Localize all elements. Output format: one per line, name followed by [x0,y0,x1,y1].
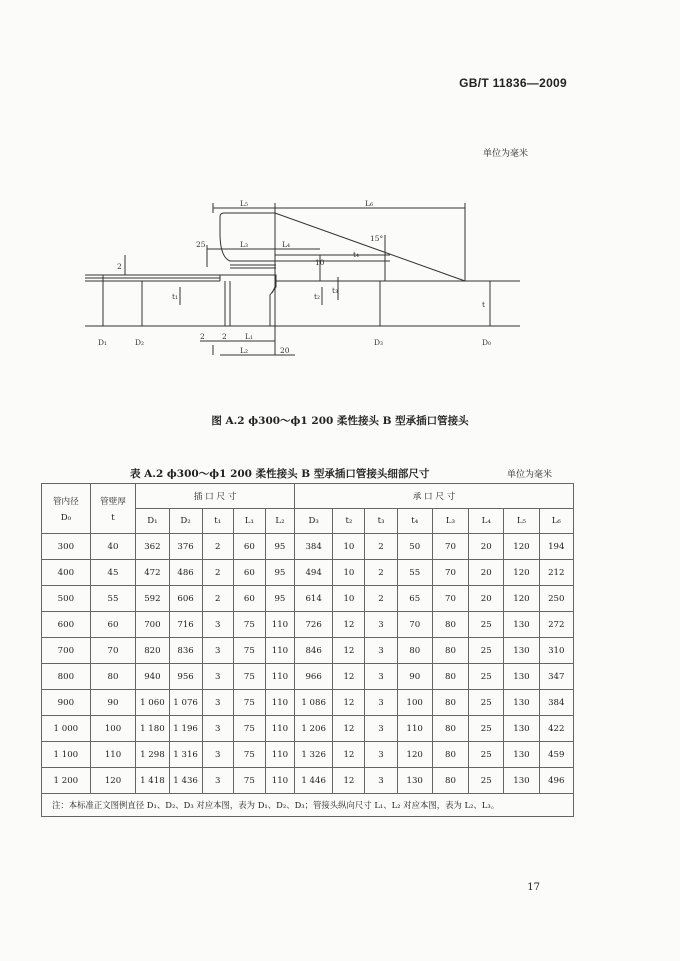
table-cell: 110 [265,716,294,742]
table-cell: 700 [42,638,91,664]
dim-L2: L₂ [240,346,248,355]
table-cell: 716 [169,612,202,638]
table-cell: 80 [432,716,468,742]
table-cell: 110 [265,768,294,794]
table-cell: 100 [90,716,136,742]
table-cell: 2 [365,560,397,586]
table-cell: 3 [202,612,233,638]
table-cell: 1 446 [294,768,332,794]
table-cell: 1 418 [136,768,169,794]
table-note: 注：本标准正文图例直径 D₁、D₂、D₃ 对应本图，表为 D₁、D₂、D₃；管接头纵向尺寸 L₁、L₂ 对应本图，表为 L₂、L₃。 [42,794,574,817]
table-cell: 55 [90,586,136,612]
table-cell: 272 [539,612,573,638]
table-cell: 12 [333,638,365,664]
table-cell: 3 [202,716,233,742]
table-cell: 25 [469,742,504,768]
table-cell: 100 [397,690,432,716]
table-cell: 60 [233,534,265,560]
table-cell: 130 [504,742,539,768]
table-cell: 384 [539,690,573,716]
joint-drawing [80,195,540,365]
table-cell: 75 [233,638,265,664]
table-cell: 12 [333,742,365,768]
table-cell: 80 [432,664,468,690]
dim-D1: D₁ [98,338,108,347]
table-cell: 130 [504,664,539,690]
table-cell: 75 [233,742,265,768]
table-cell: 900 [42,690,91,716]
table-cell: 2 [365,534,397,560]
dim-L5: L₅ [240,199,248,208]
table-cell: 1 316 [169,742,202,768]
column-header: L₁ [233,509,265,534]
table-cell: 120 [504,586,539,612]
column-header: L₅ [504,509,539,534]
table-cell: 966 [294,664,332,690]
table-cell: 422 [539,716,573,742]
table-cell: 120 [397,742,432,768]
table-cell: 20 [469,560,504,586]
table-cell: 592 [136,586,169,612]
figure-caption: 图 A.2 ϕ300～ϕ1 200 柔性接头 B 型承插口管接头 [211,415,469,427]
dim-D0: D₀ [482,338,492,347]
dim-2-left: 2 [117,262,122,271]
table-cell: 300 [42,534,91,560]
table-cell: 120 [504,560,539,586]
table-cell: 2 [202,586,233,612]
table-cell: 80 [432,768,468,794]
table-cell: 726 [294,612,332,638]
table-cell: 110 [397,716,432,742]
table-cell: 25 [469,690,504,716]
table-cell: 130 [504,768,539,794]
table-cell: 130 [504,690,539,716]
table-cell: 3 [202,742,233,768]
standard-number: GB/T 11836—2009 [459,76,567,90]
table-cell: 376 [169,534,202,560]
table-cell: 1 298 [136,742,169,768]
table-cell: 1 086 [294,690,332,716]
table-cell: 25 [469,664,504,690]
page-number: 17 [527,882,540,893]
table-cell: 1 060 [136,690,169,716]
table-cell: 956 [169,664,202,690]
table-cell: 45 [90,560,136,586]
table-cell: 75 [233,716,265,742]
dim-2b: 2 [222,332,227,341]
table-cell: 65 [397,586,432,612]
table-cell: 120 [504,534,539,560]
table-cell: 194 [539,534,573,560]
table-cell: 600 [42,612,91,638]
table-cell: 20 [469,534,504,560]
table-cell: 1 180 [136,716,169,742]
table-cell: 494 [294,560,332,586]
table-cell: 362 [136,534,169,560]
table-cell: 75 [233,768,265,794]
table-cell: 400 [42,560,91,586]
table-cell: 614 [294,586,332,612]
column-header: t₃ [365,509,397,534]
table-cell: 80 [90,664,136,690]
table-cell: 1 206 [294,716,332,742]
table-cell: 75 [233,612,265,638]
dimension-table [41,483,574,817]
table-cell: 2 [202,560,233,586]
table-cell: 130 [397,768,432,794]
table-cell: 3 [202,638,233,664]
table-cell: 70 [397,612,432,638]
table-cell: 60 [233,586,265,612]
table-cell: 130 [504,612,539,638]
dim-10: 10 [315,258,325,267]
table-cell: 10 [333,534,365,560]
dim-t2: t₂ [314,292,321,301]
table-cell: 1 076 [169,690,202,716]
dim-25: 25 [196,240,206,249]
table-cell: 95 [265,560,294,586]
dim-2a: 2 [200,332,205,341]
table-cell: 60 [233,560,265,586]
table-cell: 1 196 [169,716,202,742]
table-cell: 1 200 [42,768,91,794]
table-row [42,690,574,716]
column-header: L₃ [432,509,468,534]
header-socket: 承 口 尺 寸 [294,484,573,509]
table-cell: 25 [469,716,504,742]
table-cell: 80 [432,638,468,664]
dim-L4: L₄ [282,240,290,249]
table-cell: 12 [333,716,365,742]
table-cell: 55 [397,560,432,586]
table-cell: 12 [333,664,365,690]
table-cell: 80 [432,690,468,716]
dim-t3: t₃ [332,286,339,295]
table-cell: 12 [333,612,365,638]
table-cell: 384 [294,534,332,560]
table-cell: 130 [504,638,539,664]
table-cell: 40 [90,534,136,560]
table-caption: 表 A.2 ϕ300～ϕ1 200 柔性接头 B 型承插口管接头细部尺寸 [130,468,430,480]
table-row [42,560,574,586]
table-cell: 70 [432,534,468,560]
table-cell: 800 [42,664,91,690]
table-cell: 3 [202,690,233,716]
table-cell: 25 [469,612,504,638]
table-cell: 3 [365,742,397,768]
table-cell: 90 [90,690,136,716]
table-cell: 90 [397,664,432,690]
table-cell: 12 [333,768,365,794]
table-cell: 3 [365,612,397,638]
table-cell: 2 [365,586,397,612]
table-cell: 70 [90,638,136,664]
table-cell: 700 [136,612,169,638]
dim-L6: L₆ [365,199,373,208]
table-cell: 3 [202,664,233,690]
table-cell: 110 [265,664,294,690]
table-cell: 472 [136,560,169,586]
table-cell: 10 [333,586,365,612]
table-row [42,664,574,690]
table-cell: 3 [202,768,233,794]
table-cell: 25 [469,638,504,664]
table-note-row [42,794,574,817]
table-cell: 110 [90,742,136,768]
table-header-row-1 [42,484,574,509]
table-cell: 3 [365,716,397,742]
dim-D2: D₂ [135,338,145,347]
table-cell: 25 [469,768,504,794]
column-header: t₁ [202,509,233,534]
table-cell: 60 [90,612,136,638]
column-header: t₂ [333,509,365,534]
table-cell: 110 [265,612,294,638]
column-header: D₁ [136,509,169,534]
dim-t: t [482,300,486,309]
column-header: t₄ [397,509,432,534]
dim-L1: L₁ [245,332,253,341]
column-header: D₃ [294,509,332,534]
header-symbol: D₀ [60,512,72,523]
column-header: L₂ [265,509,294,534]
table-cell: 459 [539,742,573,768]
table-cell: 3 [365,690,397,716]
table-cell: 110 [265,742,294,768]
dim-D3: D₃ [374,338,384,347]
table-cell: 3 [365,768,397,794]
table-cell: 130 [504,716,539,742]
table-cell: 80 [397,638,432,664]
table-cell: 80 [432,742,468,768]
table-cell: 486 [169,560,202,586]
table-cell: 250 [539,586,573,612]
table-cell: 606 [169,586,202,612]
table-cell: 12 [333,690,365,716]
table-cell: 836 [169,638,202,664]
table-cell: 496 [539,768,573,794]
table-cell: 310 [539,638,573,664]
table-cell: 1 326 [294,742,332,768]
table-cell: 75 [233,690,265,716]
table-cell: 212 [539,560,573,586]
table-row [42,768,574,794]
table-unit-note: 单位为毫米 [507,470,553,480]
table-row [42,534,574,560]
table-row [42,638,574,664]
dim-20: 20 [280,346,290,355]
header-wall-thickness: 管壁厚 t [90,484,136,534]
table-row [42,742,574,768]
column-header: L₆ [539,509,573,534]
table-body [42,534,574,794]
table-cell: 20 [469,586,504,612]
table-cell: 1 000 [42,716,91,742]
table-row [42,586,574,612]
table-cell: 347 [539,664,573,690]
table-cell: 120 [90,768,136,794]
table-cell: 1 436 [169,768,202,794]
table-cell: 110 [265,690,294,716]
angle-label: 15° [370,234,384,243]
table-cell: 80 [432,612,468,638]
table-cell: 846 [294,638,332,664]
table-cell: 95 [265,586,294,612]
header-inner-diameter: 管内径 D₀ [42,484,91,534]
column-header: L₄ [469,509,504,534]
table-cell: 70 [432,586,468,612]
figure-unit-note: 单位为毫米 [482,149,528,159]
dim-t4: t₄ [353,250,360,259]
column-header: D₂ [169,509,202,534]
table-cell: 70 [432,560,468,586]
table-row [42,716,574,742]
table-cell: 2 [202,534,233,560]
table-cell: 1 100 [42,742,91,768]
table-cell: 50 [397,534,432,560]
table-cell: 500 [42,586,91,612]
table-cell: 940 [136,664,169,690]
table-cell: 75 [233,664,265,690]
table-cell: 820 [136,638,169,664]
table-cell: 3 [365,638,397,664]
table-cell: 110 [265,638,294,664]
header-spigot: 插 口 尺 寸 [136,484,295,509]
header-symbol: t [111,512,115,523]
table-cell: 10 [333,560,365,586]
dim-t1: t₁ [172,292,179,301]
table-cell: 3 [365,664,397,690]
dim-L3: L₃ [240,240,248,249]
table-row [42,612,574,638]
table-cell: 95 [265,534,294,560]
